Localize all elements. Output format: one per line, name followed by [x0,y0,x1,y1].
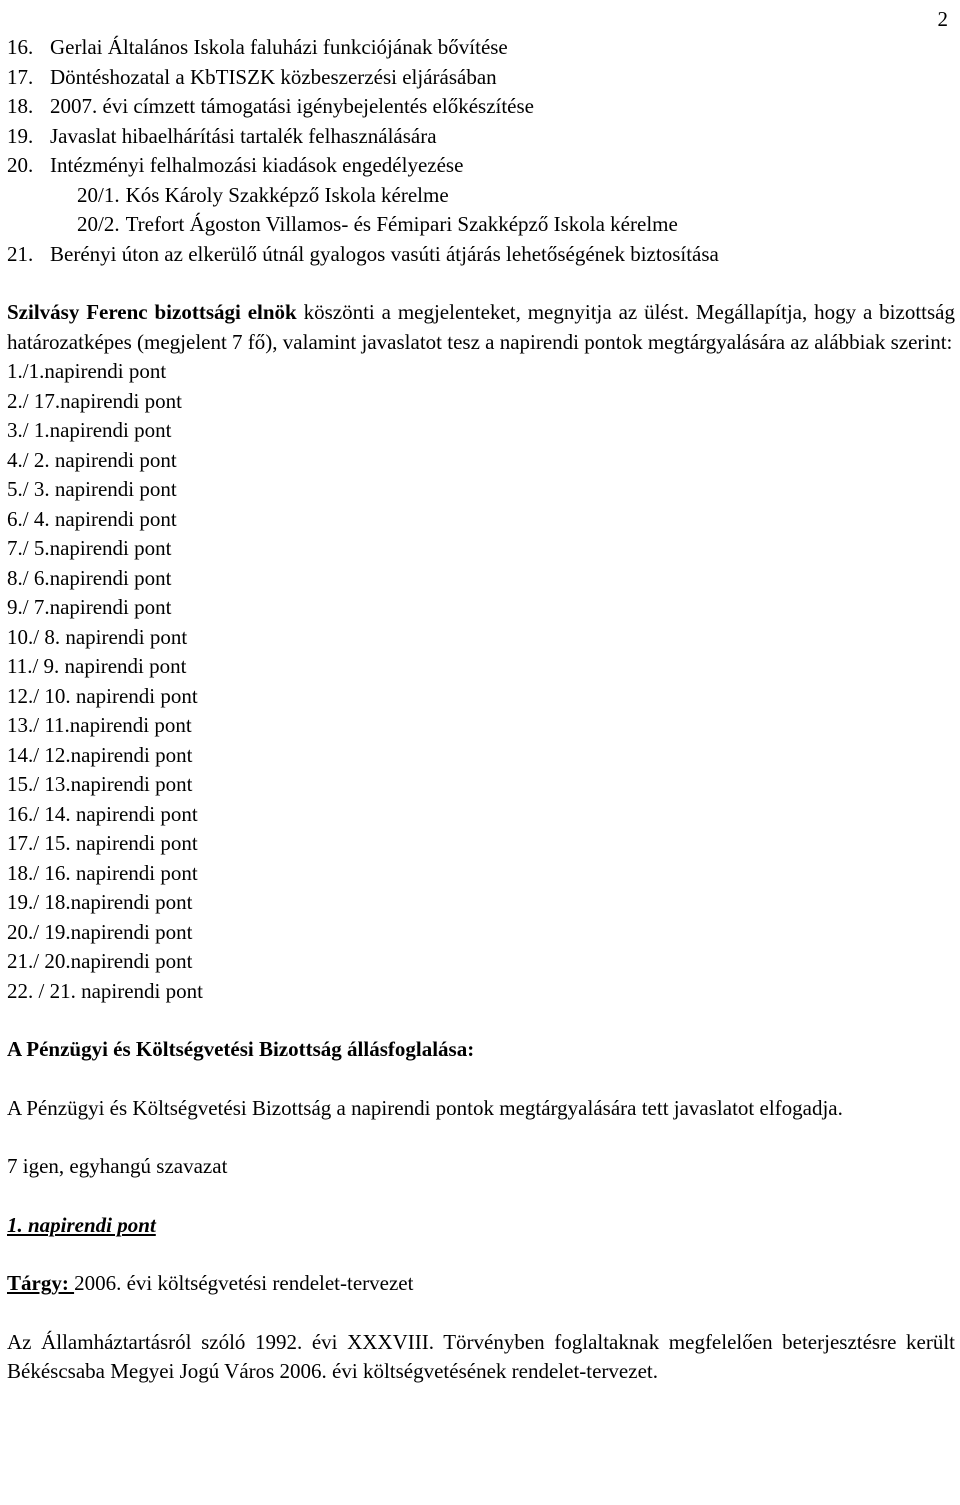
agenda-item-heading-text: 1. napirendi pont [7,1212,156,1237]
agenda-item-number: 20. [7,153,34,177]
position-heading-text: A Pénzügyi és Költségvetési Bizottság állásfoglalása: [7,1037,475,1061]
order-item: 22. / 21. napirendi pont [7,978,203,1003]
order-list [7,357,955,1006]
vote-result: 7 igen, egyhangú szavazat [7,1154,228,1178]
order-item: 16./ 14. napirendi pont [7,801,198,826]
order-item: 13./ 11.napirendi pont [7,713,192,737]
order-item: 17./ 15. napirendi pont [7,831,198,855]
opening-paragraph [7,298,955,357]
subject-label: Tárgy: [7,1271,75,1295]
agenda-item-number: 20/1. [77,182,120,207]
agenda-item-number: 18. [7,94,34,118]
agenda-item [7,122,955,152]
agenda-item-text: Berényi úton az elkerülő útnál gyalogos vasúti átjárás lehetőségének biztosítása [50,241,719,266]
agenda-item-number: 17. [7,64,34,89]
subject-line [7,1269,955,1299]
order-item: 8./ 6.napirendi pont [7,565,172,590]
position-paragraph: A Pénzügyi és Költségvetési Bizottság a napirendi pontok megtárgyalására tett javaslatot elfogadja. [7,1095,843,1120]
agenda-subitem [7,210,955,240]
order-item: 14./ 12.napirendi pont [7,742,193,767]
agenda-item-text: Intézményi felhalmozási kiadások engedélyezése [50,153,464,177]
chair-name: Szilvásy Ferenc bizottsági elnök [7,300,297,324]
order-item: 18./ 16. napirendi pont [7,860,198,885]
agenda-item-text: Javaslat hibaelhárítási tartalék felhasználására [50,123,437,148]
agenda-item [7,63,955,93]
order-item: 2./ 17.napirendi pont [7,388,182,413]
agenda-item [7,33,955,63]
order-item: 10./ 8. napirendi pont [7,624,188,649]
order-item: 19./ 18.napirendi pont [7,890,193,914]
order-item: 9./ 7.napirendi pont [7,595,172,619]
agenda-item-heading [7,1211,955,1241]
page-number: 2 [937,7,948,31]
agenda-subitem [7,181,955,211]
agenda-item-number: 16. [7,35,34,59]
agenda-item-number: 19. [7,123,34,148]
order-item: 4./ 2. napirendi pont [7,447,177,472]
order-item: 6./ 4. napirendi pont [7,506,177,531]
order-item: 3./ 1.napirendi pont [7,418,172,442]
position-heading [7,1035,955,1065]
budget-paragraph: Az Államháztartásról szóló 1992. évi XXXVIII. Törvényben foglaltaknak megfelelően beterjesztésre került Békéscsaba Megyei Jogú Város 2006. évi költségvetésének rendelet-tervezet. [7,1329,955,1383]
order-item: 21./ 20.napirendi pont [7,949,193,973]
agenda-item-text: Gerlai Általános Iskola faluházi funkciójának bővítése [50,35,508,59]
order-item: 15./ 13.napirendi pont [7,772,193,796]
order-item: 1./1.napirendi pont [7,359,167,383]
order-item: 7./ 5.napirendi pont [7,536,172,560]
agenda-item-text: Trefort Ágoston Villamos- és Fémipari Szakképző Iskola kérelme [125,212,678,236]
agenda-item-text: Kós Károly Szakképző Iskola kérelme [125,182,449,207]
agenda-item-text: 2007. évi címzett támogatási igénybejelentés előkészítése [50,94,534,118]
document-page [7,7,956,1387]
agenda-item-text: Döntéshozatal a KbTISZK közbeszerzési eljárásában [50,64,497,89]
agenda-item-number: 21. [7,241,34,266]
agenda-list [7,33,955,269]
order-item: 20./ 19.napirendi pont [7,919,193,944]
order-item: 5./ 3. napirendi pont [7,477,177,501]
subject-text: 2006. évi költségvetési rendelet-tervezet [74,1271,414,1295]
agenda-item [7,240,955,270]
agenda-item [7,151,955,181]
agenda-item [7,92,955,122]
order-item: 12./ 10. napirendi pont [7,683,198,708]
opening-text: köszönti a megjelenteket, megnyitja az ülést. Megállapítja, hogy a bizottság határozatképes (megjelent 7 fő), valamint javaslatot tesz a napirendi pontok megtárgyalására az alábbiak szerint: [7,300,956,354]
order-item: 11./ 9. napirendi pont [7,654,187,678]
agenda-item-number: 20/2. [77,212,120,236]
